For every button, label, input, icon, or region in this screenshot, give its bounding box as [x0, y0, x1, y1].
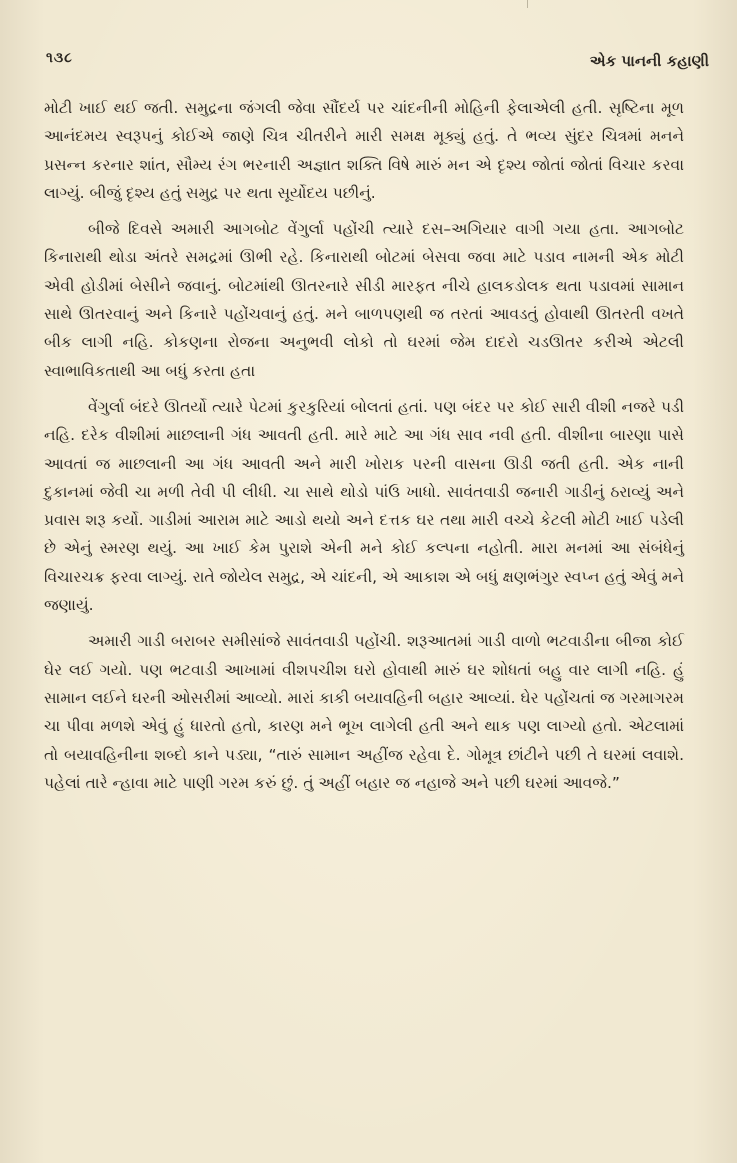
paragraph: બીજે દિવસે અમારી આગબોટ વેંગુર્લા પહોંચી ત્યારે દસ–અગિયાર વાગી ગયા હતા. આગબોટ કિનારાથી થોડા અંતરે સમદ્રમાં ઊભી રહે. કિનારાથી બોટમાં બેસવા જવા માટે પડાવ નામની એક મોટી એવી હોડીમાં બેસીને જવાનું. બોટમાંથી ઊતરનારે સીડી મારફત નીચે હાલકડોલક થતા પડાવમાં સામાન સાથે ઊતરવાનું અને કિનારે પહોંચવાનું હતું. મને બાળપણથી જ તરતાં આવડતું હોવાથી ઊતરતી વખતે બીક લાગી નહિ. કોકણના રોજના અનુભવી લોકો તો ઘરમાં જેમ દાદરો ચડઊતર કરીએ એટલી સ્વાભાવિકતાથી આ બધું કરતા હતા — [44, 220, 684, 380]
page-crease — [527, 0, 528, 8]
page-header — [46, 46, 709, 86]
page-number: ૧૩૮ — [46, 50, 73, 66]
paragraph-continuation: મોટી ખાઈ થઈ જતી. સમુદ્રના જંગલી જેવા સૌંદર્ય પર ચાંદનીની મોહિની ફેલાએલી હતી. સૃષ્ટિના મૂળ આનંદમય સ્વરૂપનું કોઈએ જાણે ચિત્ર ચીતરીને મારી સમક્ષ મૂક્યું હતું. તે ભવ્ય સુંદર ચિત્રમાં મનને પ્રસન્ન કરનાર શાંત, સૌમ્ય રંગ ભરનારી અજ્ઞાત શક્તિ વિષે મારું મન એ દૃશ્ય જોતાં જોતાં વિચાર કરવા લાગ્યું. બીજું દૃશ્ય હતું સમુદ્ર પર થતા સૂર્યોદય પછીનું. — [44, 99, 684, 202]
paragraph: અમારી ગાડી બરાબર સમીસાંજે સાવંતવાડી પહોંચી. શરૂઆતમાં ગાડી વાળો ભટવાડીના બીજા કોઈ ઘેર લઈ ગયો. પણ ભટવાડી આખામાં વીશપચીશ ઘરો હોવાથી મારું ઘર શોધતાં બહુ વાર લાગી નહિ. હું સામાન લઈને ઘરની ઓસરીમાં આવ્યો. મારાં કાકી બયાવહિની બહાર આવ્યાં. ઘેર પહોંચતાં જ ગરમાગરમ ચા પીવા મળશે એવું હું ધારતો હતો, કારણ મને ભૂખ લાગેલી હતી અને થાક પણ લાગ્યો હતો. એટલામાં તો બયાવહિનીના શબ્દો કાને પડ્યા, “તારું સામાન અહીંજ રહેવા દે. ગોમૂત્ર છાંટીને પછી તે ઘરમાં લવાશે. પહેલાં તારે ન્હાવા માટે પાણી ગરમ કરું છું. તું અહીં બહાર જ નહાજે અને પછી ઘરમાં આવજે.” — [44, 632, 684, 792]
running-title: એક પાનની કહાણી — [589, 52, 709, 70]
body-text — [44, 94, 684, 797]
paragraph: વેંગુર્લા બંદરે ઊતર્યો ત્યારે પેટમાં કુરકુરિયાં બોલતાં હતાં. પણ બંદર પર કોઈ સારી વીશી નજરે પડી નહિ. દરેક વીશીમાં માછલાની ગંધ આવતી હતી. મારે માટે આ ગંધ સાવ નવી હતી. વીશીના બારણા પાસે આવતાં જ માછલાની આ ગંધ આવતી અને મારી ખોરાક પરની વાસના ઊડી જતી હતી. એક નાની દુકાનમાં જેવી ચા મળી તેવી પી લીધી. ચા સાથે થોડો પાંઉ ખાધો. સાવંતવાડી જનારી ગાડીનું ઠરાવ્યું અને પ્રવાસ શરૂ કર્યો. ગાડીમાં આરામ માટે આડો થયો અને દત્તક ઘર તથા મારી વચ્ચે કેટલી મોટી ખાઈ પડેલી છે એનું સ્મરણ થયું. આ ખાઈ કેમ પુરાશે એની મને કોઈ કલ્પના નહોતી. મારા મનમાં આ સંબંધેનું વિચારચક્ર ફરવા લાગ્યું. રાતે જોયેલ સમુદ્ર, એ ચાંદની, એ આકાશ એ બધું ક્ષણભંગુર સ્વપ્ન હતું એવું મને જણાયું. — [44, 397, 684, 615]
